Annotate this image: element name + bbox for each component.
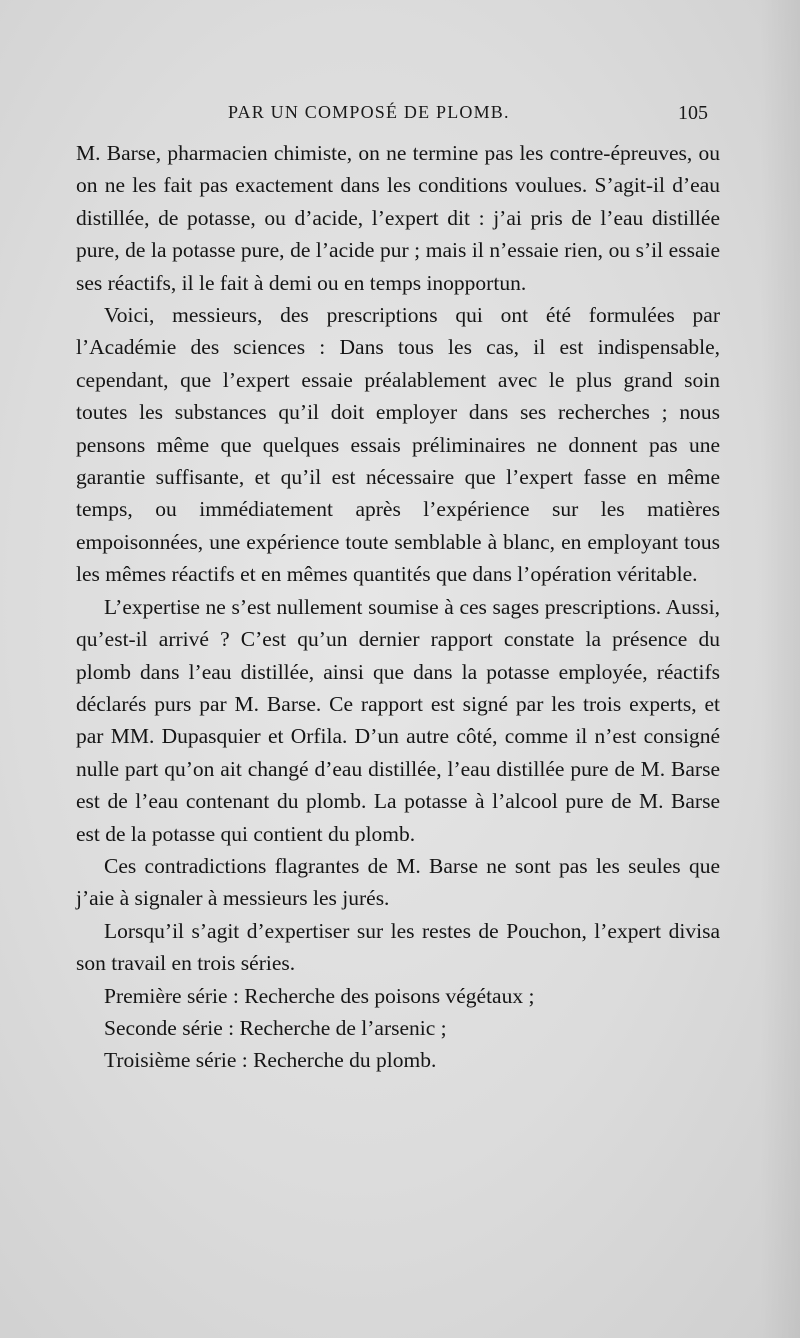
series-item-3: Troisième série : Recherche du plomb.	[104, 1048, 437, 1073]
page-number: 105	[678, 102, 708, 124]
running-head: PAR UN COMPOSÉ DE PLOMB.	[228, 102, 510, 122]
paragraph-academy-prescriptions: Voici, messieurs, des prescriptions qui ont été formulées par l’Académie des sciences : Dans tous les cas, il est indispensable, cependant, que l’expert essaie préalablement avec le plus grand soin toutes les substances qu’il doit employer dans ses recherches ; nous pensons même que quelques essais préliminaires ne donnent pas une garantie suffisante, et qu’il est nécessaire que l’expert fasse en même temps, ou immédiatement après l’expérience sur les matières empoisonnées, une expérience toute semblable à blanc, en employant tous les mêmes réactifs et en mêmes quantités que dans l’opération véritable.	[76, 303, 720, 587]
body-text	[76, 137, 720, 1077]
page-edge-shadow	[760, 0, 800, 1338]
series-item-2: Seconde série : Recherche de l’arsenic ;	[104, 1015, 447, 1040]
paragraph-expertise: L’expertise ne s’est nullement soumise à ces sages prescriptions. Aussi, qu’est-il arrivé ? C’est qu’un dernier rapport constate la présence du plomb dans l’eau distillée, ainsi que dans la potasse employée, réactifs déclarés purs par M. Barse. Ce rapport est signé par les trois experts, et par MM. Dupasquier et Orfila. D’un autre côté, comme il n’est consigné nulle part qu’on ait changé d’eau distillée, l’eau distillée pure de M. Barse est de l’eau contenant du plomb. La potasse à l’alcool pure de M. Barse est de la potasse qui contient du plomb.	[76, 594, 720, 846]
paragraph-continuation: M. Barse, pharmacien chimiste, on ne termine pas les contre-épreuves, ou on ne les fait pas exactement dans les conditions voulues. S’agit-il d’eau distillée, de potasse, ou d’acide, l’expert dit : j’ai pris de l’eau distillée pure, de la potasse pure, de l’acide pur ; mais il n’essaie rien, ou s’il essaie ses réactifs, il le fait à demi ou en temps inopportun.	[76, 141, 720, 295]
paragraph-contradictions: Ces contradictions flagrantes de M. Barse ne sont pas les seules que j’aie à signaler à messieurs les jurés.	[76, 853, 720, 911]
page-header	[0, 102, 800, 130]
paragraph-pouchon: Lorsqu’il s’agit d’expertiser sur les restes de Pouchon, l’expert divisa son travail en trois séries.	[76, 918, 720, 976]
series-item-1: Première série : Recherche des poisons végétaux ;	[104, 983, 535, 1008]
